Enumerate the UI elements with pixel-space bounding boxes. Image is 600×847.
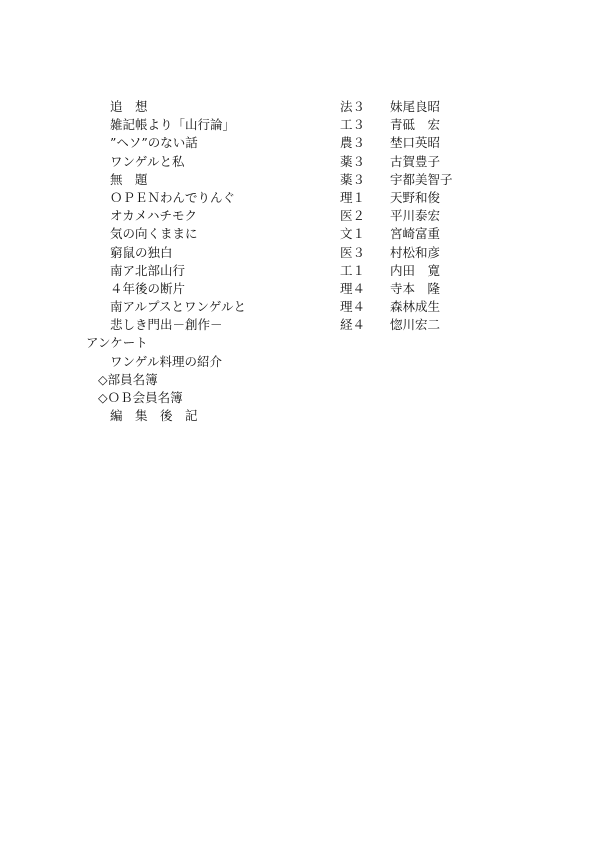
entry-title: 雑記帳より「山行論」: [110, 117, 236, 133]
entry-author: 村松和彦: [390, 244, 441, 260]
toc-entry: [0, 316, 600, 334]
table-of-contents: [0, 98, 600, 425]
entry-title: ４年後の断片: [110, 280, 186, 296]
entry-author: 寺本 隆: [390, 280, 441, 296]
entry-title: 南アルプスとワンゲルと: [110, 299, 247, 315]
entry-title: 悲しき門出－創作－: [110, 317, 223, 333]
entry-department: 法３: [340, 99, 366, 114]
entry-department: 農３: [340, 135, 366, 151]
toc-entry: [0, 134, 600, 152]
entry-title: 南ア北部山行: [110, 262, 186, 278]
entry-department: 医３: [340, 244, 366, 260]
toc-section-cooking: [0, 353, 600, 371]
entry-title: ＯＰＥＮわんでりんぐ: [110, 189, 236, 205]
entry-author: 惚川宏二: [390, 317, 441, 333]
toc-section-editors-note: [0, 407, 600, 425]
entry-author: 内田 寛: [390, 262, 441, 278]
toc-section-ob-member-list: [0, 389, 600, 407]
entry-author: 古賀豊子: [390, 153, 441, 169]
toc-section-survey: [0, 334, 600, 352]
entry-department: 文１: [340, 226, 366, 242]
entry-author: 妹尾良昭: [390, 99, 441, 114]
toc-entry: [0, 98, 600, 116]
toc-entry: [0, 153, 600, 171]
toc-entry: [0, 280, 600, 298]
entry-title: ワンゲルと私: [110, 153, 185, 169]
entry-department: 理１: [340, 189, 366, 205]
section-title: ◇ＯＢ会員名簿: [98, 390, 183, 405]
section-title: ◇部員名簿: [98, 371, 158, 387]
toc-entry: [0, 207, 600, 225]
toc-entry: [0, 171, 600, 189]
entry-department: 工１: [340, 262, 366, 278]
toc-section-member-list: [0, 371, 600, 389]
section-title: アンケート: [86, 335, 148, 351]
entry-department: 理４: [340, 299, 366, 315]
entry-title: 無 題: [110, 171, 148, 187]
section-title: ワンゲル料理の紹介: [110, 353, 223, 369]
entry-department: 理４: [340, 280, 366, 296]
toc-entry: [0, 244, 600, 262]
entry-title: ”ヘソ”のない話: [110, 135, 198, 151]
entry-author: 天野和俊: [390, 189, 441, 205]
toc-entry: [0, 298, 600, 316]
toc-entry: [0, 116, 600, 134]
entry-title: オカメハチモク: [110, 208, 198, 224]
entry-author: 埜口英昭: [390, 135, 441, 151]
toc-entry: [0, 189, 600, 207]
entry-department: 薬３: [340, 171, 366, 187]
entry-department: 薬３: [340, 153, 366, 169]
toc-entry: [0, 262, 600, 280]
toc-entry: [0, 225, 600, 243]
entry-author: 宇都美智子: [390, 171, 453, 187]
entry-author: 平川泰宏: [390, 208, 441, 224]
entry-department: 経４: [340, 317, 366, 333]
entry-department: 医２: [340, 208, 366, 224]
section-title: 編 集 後 記: [110, 408, 198, 424]
entry-title: 窮鼠の独白: [110, 244, 173, 260]
entry-author: 青砥 宏: [390, 117, 441, 133]
entry-title: 追 想: [110, 99, 148, 114]
entry-department: 工３: [340, 117, 366, 133]
entry-title: 気の向くままに: [110, 226, 198, 242]
entry-author: 宮崎富重: [390, 226, 441, 242]
entry-author: 森林成生: [390, 299, 441, 315]
